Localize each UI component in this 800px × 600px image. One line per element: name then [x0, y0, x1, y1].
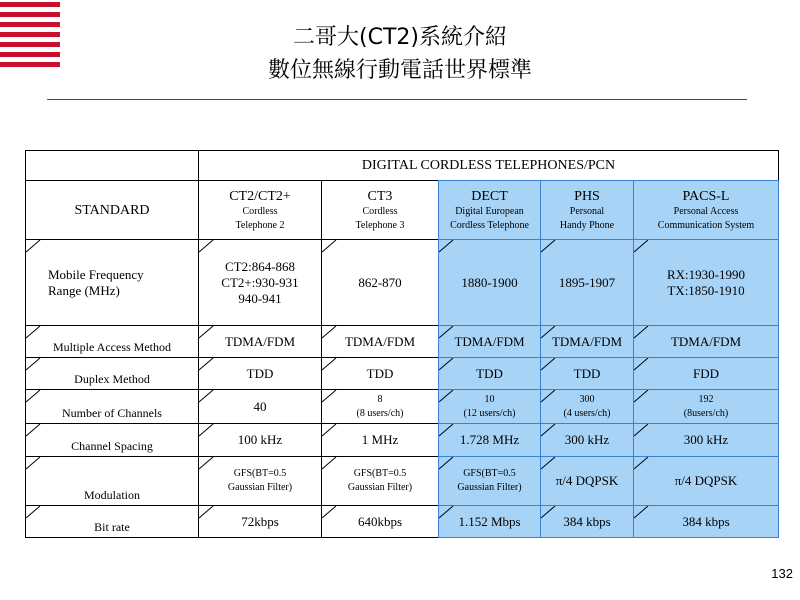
- value-text: 300 kHz: [683, 432, 729, 447]
- standard-pacs-cell: [633, 180, 779, 240]
- cell-corner-mark: [438, 239, 454, 253]
- cell-corner-mark: [321, 357, 337, 371]
- standard-name: PACS-L: [682, 188, 730, 204]
- value-cell-dect: [438, 239, 541, 326]
- value-cell-dect: [438, 505, 541, 538]
- value-text: (8users/ch): [683, 407, 729, 419]
- standard-phs-cell: [540, 180, 634, 240]
- value-cell-phs: [540, 456, 634, 506]
- value-text: 8: [377, 393, 383, 405]
- value-cell-ct3: [321, 325, 439, 358]
- value-text: RX:1930-1990: [667, 266, 745, 282]
- standard-name: PHS: [574, 188, 600, 204]
- value-cell-phs: [540, 239, 634, 326]
- cell-corner-mark: [321, 389, 337, 403]
- cell-corner-mark: [25, 456, 41, 470]
- standard-desc: Telephone 3: [355, 219, 405, 231]
- row-label-cell: [25, 357, 199, 390]
- value-cell-ct2: [198, 505, 322, 538]
- value-text: GFS(BT=0.5: [353, 468, 407, 479]
- decorative-stripes: [0, 0, 60, 72]
- value-cell-pacs: [633, 456, 779, 506]
- value-text: 384 kbps: [682, 513, 730, 529]
- cell-corner-mark: [25, 423, 41, 437]
- cell-corner-mark: [438, 389, 454, 403]
- value-text: TX:1850-1910: [667, 282, 745, 298]
- value-cell-pacs: [633, 325, 779, 358]
- cell-corner-mark: [321, 325, 337, 339]
- standard-dect-cell: [438, 180, 541, 240]
- value-cell-pacs: [633, 357, 779, 390]
- value-text: π/4 DQPSK: [555, 473, 619, 488]
- cell-corner-mark: [198, 239, 214, 253]
- cell-corner-mark: [540, 357, 556, 371]
- standard-desc: Telephone 2: [235, 219, 285, 231]
- row-label: Mobile Frequency: [48, 266, 144, 282]
- value-cell-pacs: [633, 423, 779, 457]
- value-cell-pacs: [633, 505, 779, 538]
- value-text: TDD: [476, 365, 503, 381]
- value-text: Gaussian Filter): [347, 482, 413, 493]
- standard-desc: Digital European: [455, 205, 524, 217]
- value-cell-ct3: [321, 423, 439, 457]
- cell-corner-mark: [540, 325, 556, 339]
- value-text: GFS(BT=0.5: [463, 468, 516, 479]
- value-text: (4 users/ch): [563, 407, 611, 419]
- row-label: Multiple Access Method: [53, 340, 171, 354]
- value-text: 300 kHz: [564, 432, 610, 447]
- cell-corner-mark: [540, 456, 556, 470]
- standard-desc: Communication System: [657, 219, 755, 231]
- cell-corner-mark: [25, 389, 41, 403]
- cell-corner-mark: [540, 239, 556, 253]
- value-text: π/4 DQPSK: [674, 473, 738, 488]
- value-cell-phs: [540, 505, 634, 538]
- title-divider: [47, 99, 747, 100]
- cell-corner-mark: [633, 389, 649, 403]
- value-text: 300: [579, 393, 595, 405]
- value-text: TDMA/FDM: [344, 333, 416, 349]
- cell-corner-mark: [633, 325, 649, 339]
- cell-corner-mark: [438, 325, 454, 339]
- standard-label-cell: [25, 180, 199, 240]
- value-text: 100 kHz: [237, 432, 283, 447]
- value-text: CT2+:930-931: [221, 274, 299, 290]
- row-label: Channel Spacing: [71, 439, 153, 453]
- value-text: TDMA/FDM: [551, 333, 623, 349]
- super-header: DIGITAL CORDLESS TELEPHONES/PCN: [361, 158, 616, 173]
- value-text: (12 users/ch): [463, 407, 516, 419]
- row-label: Duplex Method: [74, 372, 150, 386]
- value-text: CT2:864-868: [224, 258, 296, 274]
- cell-corner-mark: [438, 423, 454, 437]
- row-label-cell: [25, 505, 199, 538]
- cell-corner-mark: [198, 357, 214, 371]
- standard-desc: Cordless: [362, 205, 398, 217]
- value-cell-ct3: [321, 389, 439, 424]
- standard-desc: Cordless: [242, 205, 278, 217]
- row-label: Range (MHz): [48, 282, 120, 298]
- cell-corner-mark: [198, 456, 214, 470]
- value-cell-phs: [540, 357, 634, 390]
- value-cell-dect: [438, 325, 541, 358]
- value-text: 862-870: [358, 274, 402, 290]
- row-label-cell: [25, 423, 199, 457]
- cell-corner-mark: [438, 505, 454, 519]
- value-text: TDD: [573, 365, 601, 381]
- value-text: 10: [484, 393, 495, 405]
- cell-corner-mark: [25, 505, 41, 519]
- row-label: Modulation: [84, 488, 140, 502]
- value-cell-ct2: [198, 456, 322, 506]
- value-cell-ct3: [321, 505, 439, 538]
- cell-corner-mark: [321, 239, 337, 253]
- standard-name: CT2/CT2+: [229, 188, 291, 204]
- header-blank: [25, 150, 199, 181]
- value-cell-ct2: [198, 239, 322, 326]
- value-text: 192: [698, 393, 714, 405]
- cell-corner-mark: [198, 423, 214, 437]
- value-text: 1.728 MHz: [459, 432, 520, 447]
- cell-corner-mark: [540, 423, 556, 437]
- cell-corner-mark: [633, 239, 649, 253]
- value-text: TDMA/FDM: [670, 333, 742, 349]
- value-text: TDMA/FDM: [224, 333, 296, 349]
- cell-corner-mark: [321, 423, 337, 437]
- value-cell-ct2: [198, 357, 322, 390]
- value-text: TDMA/FDM: [454, 333, 525, 349]
- value-text: (8 users/ch): [356, 407, 404, 419]
- cell-corner-mark: [198, 505, 214, 519]
- standard-desc: Personal Access: [673, 205, 739, 217]
- standard-desc: Cordless Telephone: [450, 219, 529, 231]
- row-label: Bit rate: [94, 520, 130, 534]
- cell-corner-mark: [633, 423, 649, 437]
- standard-desc: Personal: [569, 205, 605, 217]
- value-cell-ct3: [321, 456, 439, 506]
- value-cell-pacs: [633, 389, 779, 424]
- cell-corner-mark: [198, 389, 214, 403]
- value-cell-dect: [438, 456, 541, 506]
- value-text: 640kbps: [357, 513, 403, 529]
- value-text: 1895-1907: [558, 274, 616, 290]
- value-text: FDD: [692, 365, 719, 381]
- cell-corner-mark: [438, 456, 454, 470]
- cell-corner-mark: [25, 325, 41, 339]
- row-label-cell: [25, 325, 199, 358]
- cell-corner-mark: [198, 325, 214, 339]
- value-cell-ct2: [198, 423, 322, 457]
- standard-ct2-cell: [198, 180, 322, 240]
- slide-title: 二哥大(CT2)系統介紹: [293, 25, 507, 50]
- value-cell-ct3: [321, 357, 439, 390]
- cell-corner-mark: [540, 389, 556, 403]
- value-cell-phs: [540, 423, 634, 457]
- super-header-cell: [198, 150, 779, 181]
- value-text: 384 kbps: [563, 513, 611, 529]
- value-text: 1.152 Mbps: [458, 513, 521, 529]
- page-number: 132: [771, 566, 793, 581]
- value-text: 40: [253, 398, 267, 414]
- standard-label: STANDARD: [74, 202, 150, 218]
- cell-corner-mark: [321, 505, 337, 519]
- value-cell-phs: [540, 389, 634, 424]
- value-text: Gaussian Filter): [227, 482, 293, 493]
- slide-subtitle: 數位無線行動電話世界標準: [267, 58, 532, 83]
- value-cell-phs: [540, 325, 634, 358]
- row-label: Number of Channels: [62, 406, 162, 420]
- cell-corner-mark: [438, 357, 454, 371]
- value-cell-dect: [438, 423, 541, 457]
- row-label-cell: [25, 456, 199, 506]
- row-label-cell: [25, 239, 199, 326]
- standard-name: CT3: [367, 188, 393, 204]
- value-text: Gaussian Filter): [457, 482, 522, 493]
- value-cell-ct2: [198, 389, 322, 424]
- value-text: TDD: [366, 365, 394, 381]
- cell-corner-mark: [540, 505, 556, 519]
- standard-desc: Handy Phone: [559, 219, 615, 231]
- cell-corner-mark: [633, 357, 649, 371]
- value-text: 940-941: [238, 290, 282, 306]
- cell-corner-mark: [321, 456, 337, 470]
- cell-corner-mark: [633, 456, 649, 470]
- value-text: 1880-1900: [461, 274, 518, 290]
- standard-ct3-cell: [321, 180, 439, 240]
- value-cell-dect: [438, 357, 541, 390]
- value-text: 72kbps: [241, 513, 279, 529]
- value-cell-pacs: [633, 239, 779, 326]
- value-cell-ct3: [321, 239, 439, 326]
- standard-name: DECT: [471, 188, 508, 204]
- cell-corner-mark: [25, 357, 41, 371]
- value-text: TDD: [246, 365, 274, 381]
- value-cell-ct2: [198, 325, 322, 358]
- value-cell-dect: [438, 389, 541, 424]
- value-text: 1 MHz: [361, 432, 399, 447]
- value-text: GFS(BT=0.5: [233, 468, 287, 479]
- cell-corner-mark: [25, 239, 41, 253]
- cell-corner-mark: [633, 505, 649, 519]
- row-label-cell: [25, 389, 199, 424]
